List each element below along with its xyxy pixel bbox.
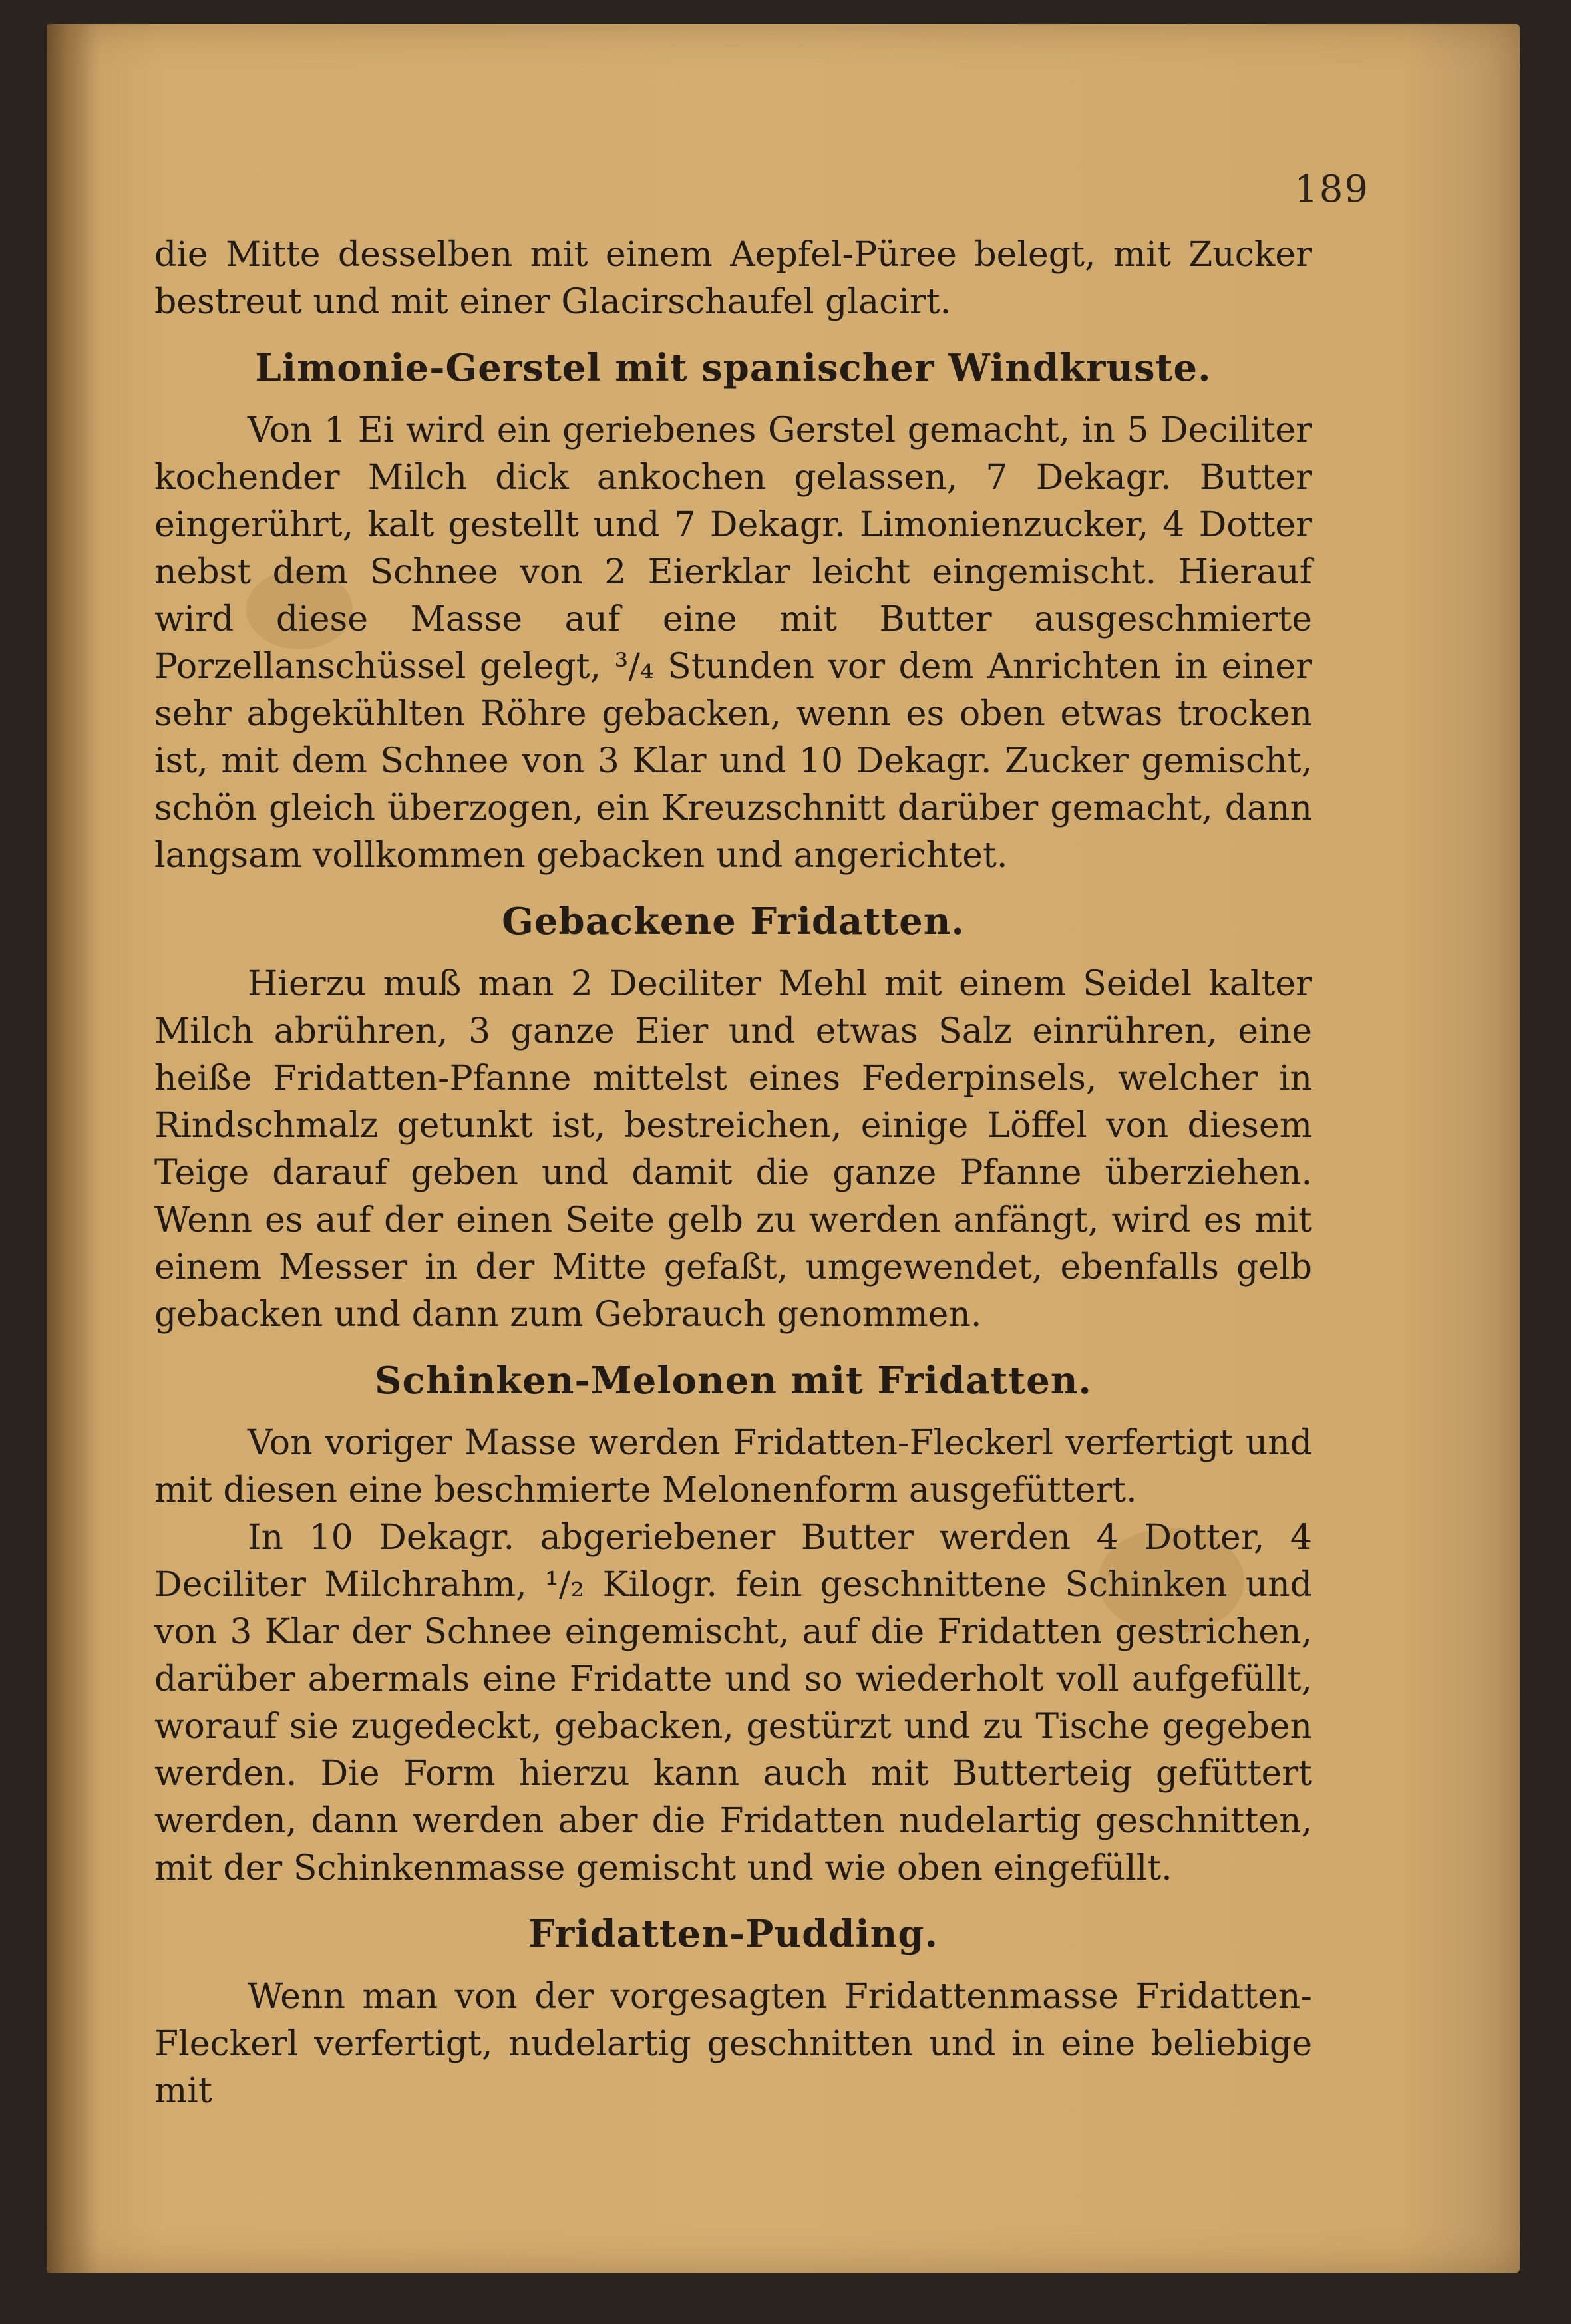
paragraph-schinken-melonen-2: In 10 Dekagr. abgeriebener Butter werden 4 Dotter, 4 Deciliter Milchrahm, ¹/₂ Kilogr. fein geschnittene Schinken und von 3 Klar der Schnee eingemischt, auf die Fridatten gestrichen, darüber abermals eine Fridatte und so wiederholt voll aufgefüllt, worauf sie zugedeckt, gebacken, gestürzt und zu Tische gegeben werden. Die Form hierzu kann auch mit Butterteig gefüttert werden, dann werden aber die Fridatten nudelartig geschnitten, mit der Schinkenmasse gemischt und wie oben eingefüllt. bbox=[154, 1518, 1312, 1888]
paragraph-gebackene-fridatten: Hierzu muß man 2 Deciliter Mehl mit einem Seidel kalter Milch abrühren, 3 ganze Eier und etwas Salz einrühren, eine heiße Fridatten-Pfanne mittelst eines Federpinsels, welcher in Rindschmalz getunkt ist, bestreichen, einige Löffel von diesem Teige darauf geben und damit die ganze Pfanne überziehen. Wenn es auf der einen Seite gelb zu werden anfängt, wird es mit einem Messer in der Mitte gefaßt, umgewendet, ebenfalls gelb gebacken und dann zum Gebrauch genommen. bbox=[154, 964, 1312, 1335]
recipe-title-gebackene-fridatten: Gebackene Fridatten. bbox=[502, 900, 965, 943]
recipe-title-schinken-melonen: Schinken-Melonen mit Fridatten. bbox=[375, 1359, 1092, 1403]
paragraph-apfel-continuation: die Mitte desselben mit einem Aepfel-Püree belegt, mit Zucker bestreut und mit einer Glacirschaufel glacirt. bbox=[154, 235, 1312, 322]
paragraph-schinken-melonen-1: Von voriger Masse werden Fridatten-Fleckerl verfertigt und mit diesen eine beschmierte Melonenform ausgefüttert. bbox=[154, 1423, 1312, 1510]
paragraph-limonie-gerstel: Von 1 Ei wird ein geriebenes Gerstel gemacht, in 5 Deciliter kochender Milch dick ankochen gelassen, 7 Dekagr. Butter eingerührt, kalt gestellt und 7 Dekagr. Limonienzucker, 4 Dotter nebst dem Schnee von 2 Eierklar leicht eingemischt. Hierauf wird diese Masse auf eine mit Butter ausgeschmierte Porzellanschüssel gelegt, ³/₄ Stunden vor dem Anrichten in einer sehr abgekühlten Röhre gebacken, wenn es oben etwas trocken ist, mit dem Schnee von 3 Klar und 10 Dekagr. Zucker gemischt, schön gleich überzogen, ein Kreuzschnitt darüber gemacht, dann langsam vollkommen gebacken und angerichtet. bbox=[154, 411, 1312, 876]
recipe-title-limonie-gerstel: Limonie-Gerstel mit spanischer Windkruste. bbox=[255, 346, 1212, 390]
recipe-title-fridatten-pudding: Fridatten-Pudding. bbox=[528, 1912, 939, 1956]
page-number: 189 bbox=[1294, 168, 1369, 211]
page-text-body bbox=[154, 232, 1312, 2115]
book-binding-edge bbox=[47, 24, 100, 2273]
paragraph-fridatten-pudding: Wenn man von der vorgesagten Fridattenmasse Fridatten-Fleckerl verfertigt, nudelartig geschnitten und in eine beliebige mit bbox=[154, 1977, 1312, 2111]
